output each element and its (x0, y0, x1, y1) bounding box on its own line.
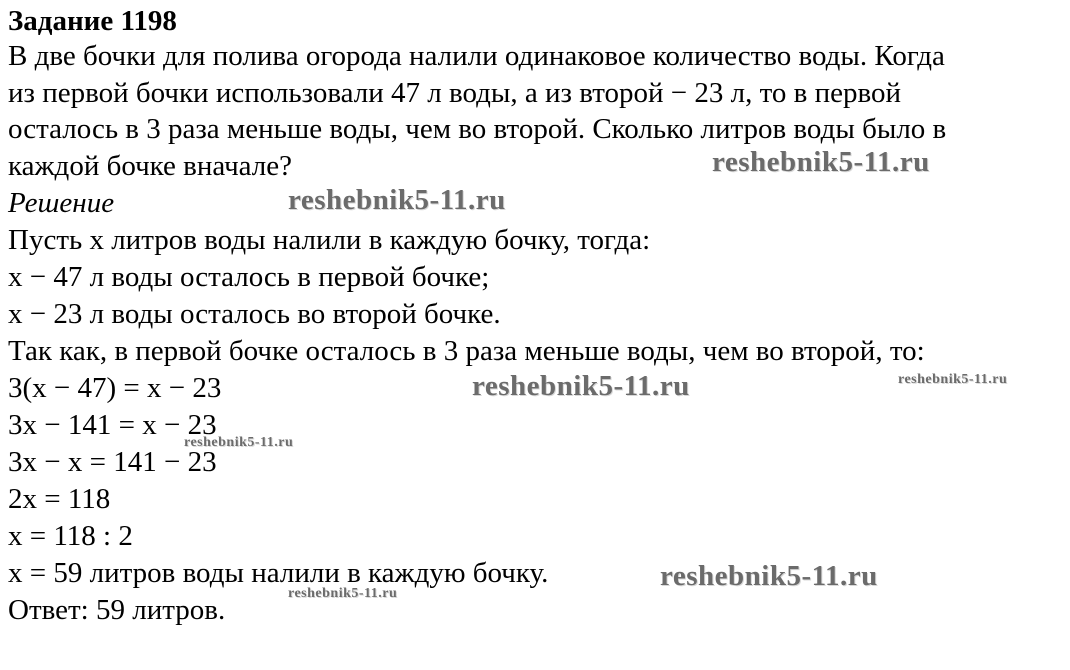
equation-line: 2x = 118 (8, 483, 111, 515)
answer-line: Ответ: 59 литров. (8, 594, 226, 626)
watermark: reshebnik5-11.ru (472, 370, 690, 402)
equation-line: x = 118 : 2 (8, 520, 133, 552)
problem-line: каждой бочке вначале? (8, 149, 293, 182)
solution-line: x = 59 литров воды налили в каждую бочку. (8, 557, 549, 589)
task-title: Задание 1198 (8, 5, 177, 37)
equation-line: 3x − 141 = x − 23 (8, 409, 217, 441)
equation-line: 3(x − 47) = x − 23 (8, 372, 222, 404)
watermark: reshebnik5-11.ru (898, 372, 1008, 387)
problem-line: осталось в 3 раза меньше воды, чем во второй. Сколько литров воды было в (8, 113, 947, 145)
watermark: reshebnik5-11.ru (288, 586, 398, 601)
document-page (8, 4, 1063, 629)
watermark: reshebnik5-11.ru (660, 560, 878, 592)
solution-heading: Решение (8, 187, 115, 219)
problem-line: В две бочки для полива огорода налили одинаковое количество воды. Когда (8, 40, 945, 72)
watermark: reshebnik5-11.ru (712, 146, 930, 178)
solution-line: Пусть x литров воды налили в каждую бочку, тогда: (8, 224, 651, 256)
equation-line: 3x − x = 141 − 23 (8, 446, 217, 478)
watermark: reshebnik5-11.ru (184, 435, 294, 450)
problem-line: из первой бочки использовали 47 л воды, а из второй − 23 л, то в первой (8, 76, 901, 109)
solution-line: x − 47 л воды осталось в первой бочке; (8, 261, 490, 293)
solution-line: Так как, в первой бочке осталось в 3 раза меньше воды, чем во второй, то: (8, 335, 925, 367)
watermark: reshebnik5-11.ru (288, 184, 506, 216)
solution-body (8, 222, 1063, 629)
solution-line: x − 23 л воды осталось во второй бочке. (8, 298, 501, 330)
